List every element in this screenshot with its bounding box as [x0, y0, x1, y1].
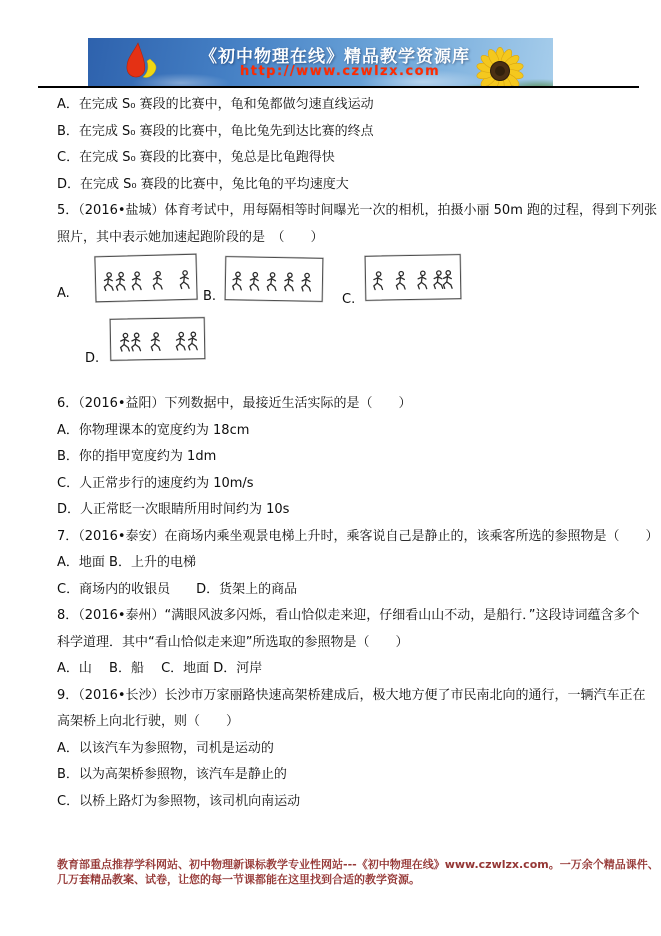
photo-option-A — [94, 254, 197, 303]
text-line: B．你的指甲宽度约为 1dm — [57, 449, 217, 464]
runners-photo — [226, 257, 323, 301]
text-line: 7．（2016•泰安）在商场内乘坐观景电梯上升时，乘客说自己是静止的，该乘客所选的参照物是（ ） — [57, 528, 659, 544]
footer-note — [57, 857, 659, 887]
runners-photo — [366, 255, 461, 300]
text-line: 8．（2016•泰州）“满眼风波多闪烁，看山恰似走来迎，仔细看山山不动，是船行．”这段诗词蕴含多个 — [57, 608, 640, 623]
text-line: A．以该汽车为参照物，司机是运动的 — [57, 740, 274, 756]
text-line: B．在完成 S₀ 赛段的比赛中，龟比兔先到达比赛的终点 — [57, 123, 374, 139]
photo-option-D — [110, 317, 206, 361]
text-line: A．你物理课本的宽度约为 18cm — [57, 422, 250, 438]
banner-title: 《初中物理在线》精品教学资源库 — [200, 47, 470, 67]
text-line: D．在完成 S₀ 赛段的比赛中，兔比龟的平均速度大 — [57, 176, 349, 192]
text-line: C．在完成 S₀ 赛段的比赛中，兔总是比龟跑得快 — [57, 150, 335, 165]
runners-photo — [111, 318, 205, 360]
text-line: 6．（2016•益阳）下列数据中，最接近生活实际的是（ ） — [57, 396, 412, 411]
text-line: 照片，其中表示她加速起跑阶段的是 （ ） — [57, 229, 324, 245]
question5-photo-options — [57, 251, 617, 391]
flame-logo-icon — [116, 41, 166, 87]
text-line: 9．（2016•长沙）长沙市万家丽路快速高架桥建成后，极大地方便了市民南北向的通行，一辆汽车正在 — [57, 687, 646, 703]
text-line: A．地面 B．上升的电梯 — [57, 555, 196, 570]
text-line: C．以桥上路灯为参照物，该司机向南运动 — [57, 793, 301, 809]
photo-option-C — [365, 254, 462, 301]
footer-line-1: 教育部重点推荐学科网站、初中物理新课标教学专业性网站---《初中物理在线》www.czwlzx.com。一万余个精品课件、 — [57, 858, 659, 871]
text-line: D．人正常眨一次眼睛所用时间约为 10s — [57, 502, 290, 517]
text-line: 高架桥上向北行驶，则（ ） — [57, 714, 240, 729]
photo-option-label-D: D. — [85, 351, 100, 366]
photo-option-label-C: C. — [342, 292, 356, 307]
photo-option-label-B: B. — [203, 289, 217, 304]
text-line: 科学道理．其中“看山恰似走来迎”所选取的参照物是（ ） — [57, 634, 409, 650]
text-line: 5．（2016•盐城）体育考试中，用每隔相等时间曝光一次的相机，拍摄小丽 50m 跑的过程，得到下列张 — [57, 203, 657, 218]
footer-line-2: 几万套精品教案、试卷，让您的每一节课都能在这里找到合适的教学资源。 — [57, 873, 420, 886]
header-divider — [38, 86, 639, 88]
text-line: B．以为高架桥参照物，该汽车是静止的 — [57, 767, 287, 782]
question-text-block-bottom — [57, 391, 659, 815]
photo-option-label-A: A. — [57, 286, 70, 301]
text-line: A．在完成 S₀ 赛段的比赛中，龟和兔都做匀速直线运动 — [57, 97, 374, 112]
photo-option-B — [225, 256, 324, 302]
banner-url: http://www.czwlzx.com — [240, 64, 441, 79]
question-text-block-top — [57, 92, 657, 251]
text-line: C．商场内的收银员 D．货架上的商品 — [57, 581, 298, 597]
sunflower-image — [476, 47, 524, 88]
runners-photo — [95, 255, 196, 302]
text-line: A．山 B．船 C．地面 D．河岸 — [57, 661, 263, 676]
header-banner — [88, 38, 553, 88]
text-line: C．人正常步行的速度约为 10m/s — [57, 475, 254, 491]
